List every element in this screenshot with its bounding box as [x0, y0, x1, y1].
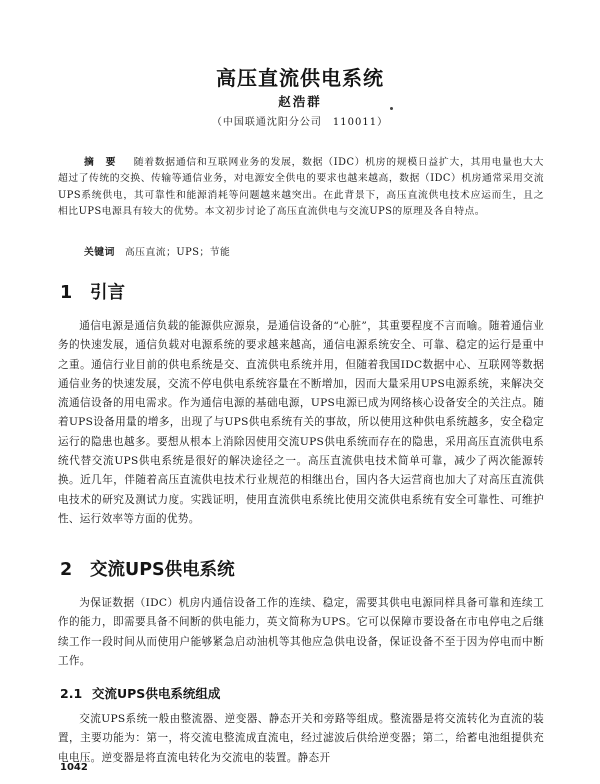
section-2-number: 2: [60, 560, 73, 580]
abstract-label: 摘 要: [84, 157, 120, 168]
section-2-1-number: 2.1: [60, 686, 83, 701]
section-1-number: 1: [60, 283, 73, 303]
abstract-text: 随着数据通信和互联网业务的发展，数据（IDC）机房的规模日益扩大，其用电量也大大超过了传统的交换、传输等通信业务，对电源安全供电的要求也越来越高，数据（IDC）机房通常采用交流UPS系统供电，其可靠性和能源消耗等问题越来越突出。在此背景下，高压直流供电技术应运而生，且之相比UPS电源具有较大的优势。本文初步讨论了高压直流供电与交流UPS的原理及各自特点。: [58, 157, 544, 218]
section-1-body: 通信电源是通信负载的能源供应源泉，是通信设备的“心脏”，其重要程度不言而喻。随着通信业务的快速发展，通信负载对电源系统的要求越来越高，通信电源系统安全、可靠、稳定的运行是重中之重。通信行业目前的供电系统是交、直流供电系统并用，但随着我国IDC数据中心、互联网等数据通信业务的快速发展，交流不停电供电系统容量在不断增加，因而大量采用UPS电源系统，来解决交流通信设备的用电需求。作为通信电源的基础电源，UPS电源已成为网络核心设备安全的关注点。随着UPS设备用量的增多，出现了与UPS供电系统有关的事故，所以使用这种供电系统越多，安全稳定运行的隐患也越多。要想从根本上消除因使用交流UPS供电系统而存在的隐患，采用高压直流供电系统代替交流UPS供电系统是很好的解决途径之一。高压直流供电技术简单可靠，减少了两次能源转换。近几年，伴随着高压直流供电技术行业规范的相继出台，国内各大运营商也加大了对高压直流供电技术的研究及测试力度。实践证明，使用直流供电系统比使用交流供电系统有安全可靠性、可维护性、运行效率等方面的优势。: [58, 320, 544, 525]
author-affiliation: （中国联通沈阳分公司 110011）: [211, 117, 389, 128]
section-2-1-heading: [60, 684, 220, 702]
author-name: 赵浩群: [278, 94, 322, 109]
section-2-1-body: 交流UPS系统一般由整流器、逆变器、静态开关和旁路等组成。整流器是将交流转化为直流的装置，主要功能为：第一，将交流电整流成直流电，经过滤波后供给逆变器；第二，给蓄电池组提供充电电压。逆变器是将直流电转化为交流电的装置。静态开: [58, 713, 544, 764]
paper-title: 高压直流供电系统: [216, 66, 384, 90]
keywords: [84, 244, 544, 258]
section-2-title: 交流UPS供电系统: [90, 560, 235, 580]
section-1-title: 引言: [90, 283, 125, 303]
abstract: [58, 155, 544, 221]
section-2-body: 为保证数据（IDC）机房内通信设备工作的连续、稳定，需要其供电电源同样具备可靠和连续工作的能力，即需要具备不间断的供电能力，英文简称为UPS。它可以保障市要设备在市电停电之后继续工作一段时间从而使用户能够紧急启动油机等其他应急供电设备，保证设备不至于因为停电而中断工作。: [58, 597, 544, 667]
section-2-1-title: 交流UPS供电系统组成: [92, 686, 221, 701]
section-2-heading: [60, 556, 235, 581]
page-number: 1042: [60, 762, 88, 773]
keywords-text: 高压直流；UPS；节能: [124, 247, 231, 258]
keywords-label: 关键词: [84, 247, 115, 258]
section-1-heading: [60, 279, 125, 304]
